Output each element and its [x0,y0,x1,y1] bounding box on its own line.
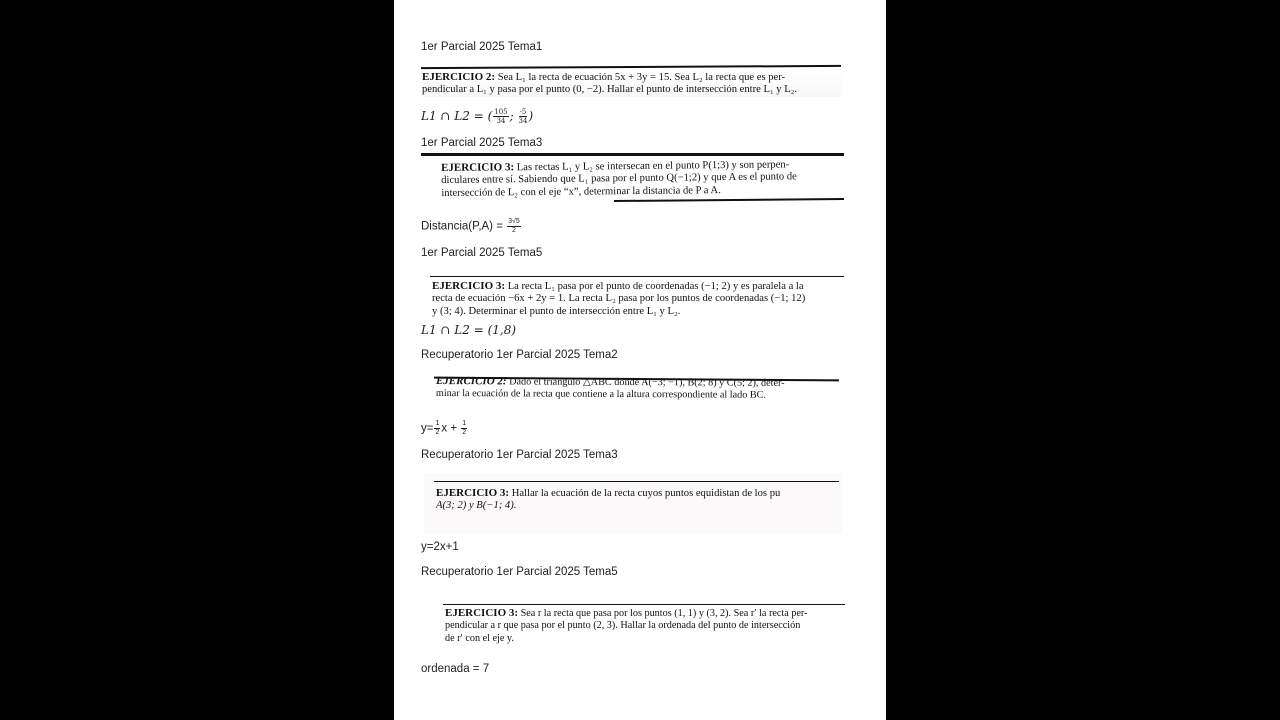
exercise-line: La recta L₁ pasa por el punto de coordenadas (−1; 2) y es paralela a la [507,281,804,292]
answer-text: ; [509,109,514,123]
divider [421,153,844,156]
denominator: 2 [462,429,467,436]
exercise-text [436,487,780,513]
exercise-text [436,375,785,402]
answer-text: x + [441,422,458,435]
denominator: 34 [496,117,506,125]
exercise-label: EJERCICIO 2: [422,71,496,83]
exercise-label: EJERCICIO 3: [432,280,506,292]
exercise-line: de r′ con el eje y. [445,632,514,644]
exercise-line: pendicular a L₁ y pasa por el punto (0, −2). Hallar el punto de intersección entre L₁ y L₂. [422,84,798,96]
exercise-line: intersección de L₂ con el eje “x”, determinar la distancia de P a A. [441,184,721,199]
exercise-text [445,607,807,645]
answer-text: ) [528,109,534,123]
divider [614,198,844,202]
numerator: 1 [435,420,440,427]
denominator: 34 [518,117,528,125]
exercise-text [422,71,842,97]
divider [430,276,844,277]
exercise-line: diculares entre sí. Sabiendo que L₁ pasa por el punto Q(−1;2) y que A es el punto de [441,171,797,187]
answer-text: L1 ∩ L2 = ( [421,109,493,123]
section-heading: 1er Parcial 2025 Tema1 [421,41,543,53]
exercise-line: Las rectas L₁ y L₂ se intersecan en el punto P(1;3) y son perpen- [516,159,790,174]
exercise-label: EJERCICIO 3: [436,487,510,499]
divider [443,604,845,605]
exercise-label: EJERCICIO 2: [435,375,507,388]
exercise-line: y (3; 4). Determinar el punto de intersección entre L₁ y L₂. [432,305,681,317]
answer-text: Distancia(P,A) = [421,220,503,233]
answer: L1 ∩ L2 = (1,8) [421,323,517,337]
fraction [461,420,467,437]
fraction [507,218,521,235]
section-heading: Recuperatorio 1er Parcial 2025 Tema5 [421,566,618,578]
answer [421,108,533,125]
answer-text: y= [421,422,434,435]
answer [421,218,522,235]
denominator: 2 [435,429,440,436]
section-heading: 1er Parcial 2025 Tema5 [421,247,543,259]
numerator: 3√5 [508,218,520,225]
numerator: 1 [462,420,467,427]
exercise-line: A(3; 2) y B(−1; 4). [436,500,517,512]
answer: y=2x+1 [421,541,459,553]
divider [421,65,841,69]
exercise-label: EJERCICIO 3: [445,607,519,619]
fraction [519,108,528,125]
fraction [434,420,440,437]
numerator: -5 [519,108,527,116]
document-page [394,0,886,720]
exercise-label: EJERCICIO 3: [441,161,515,174]
fraction [493,108,508,125]
exercise-line: Sea L₁ la recta de ecuación 5x + 3y = 15. Sea L₂ la recta que es per- [497,72,786,83]
exercise-line: recta de ecuación −6x + 2y = 1. La recta L₂ pasa por los puntos de coordenadas (−1; 12) [432,293,806,305]
section-heading: 1er Parcial 2025 Tema3 [421,137,543,149]
exercise-text [432,280,805,318]
exercise-line: pendicular a r que pasa por el punto (2, 3). Hallar la ordenada del punto de intersección [445,620,801,632]
section-heading: Recuperatorio 1er Parcial 2025 Tema3 [421,449,618,461]
numerator: 105 [494,108,508,116]
exercise-line: minar la ecuación de la recta que contiene a la altura correspondiente al lado BC. [435,388,767,402]
exercise-line: Dado el triángulo △ABC donde A(−3; −1), B(2; 8) y C(5; 2), deter- [509,376,785,389]
exercise-text [441,158,797,200]
exercise-line: Hallar la ecuación de la recta cuyos puntos equidistan de los pu [511,488,781,499]
exercise-line: Sea r la recta que pasa por los puntos (1, 1) y (3, 2). Sea r′ la recta per- [520,608,808,619]
divider [434,481,839,482]
denominator: 2 [511,227,516,234]
answer [421,420,468,437]
answer: ordenada = 7 [421,663,490,675]
section-heading: Recuperatorio 1er Parcial 2025 Tema2 [421,349,618,361]
